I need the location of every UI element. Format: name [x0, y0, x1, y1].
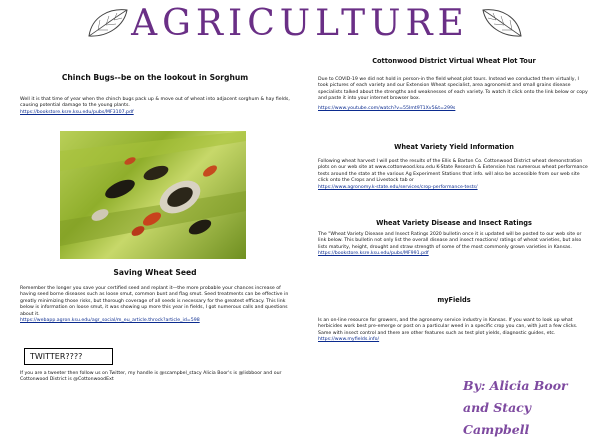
- wheat-plot-tour-link[interactable]: https://www.youtube.com/watch?v=55Imt9T1Xv5&t=299s: [318, 105, 456, 111]
- wheat-plot-tour-section: [318, 57, 590, 112]
- myfields-heading: myFields: [437, 296, 471, 304]
- disease-ratings-body: The "Wheat Variety Disease and Insect Ratings 2020 bulletin once it is updated will be posted to our web site or link below. This bulletin not only list the overall disease and insect reactions/ ratings of wheat varieties, but also lists maturity, height, drought and straw strength of some of the most commonly grown varieties in Kansas.: [318, 232, 582, 250]
- wheat-plot-tour-body: Due to COVID-19 we did not hold in person-in the field wheat plot tours. Instead we conducted them virtually, I took pictures of each variety and our Extension Wheat specialist, area agronomist and small grains disease specialists talked about the strengths and weaknesses of each variety. To watch it click onto the link below or copy and paste it into your internet browser box.: [318, 77, 588, 102]
- myfields-link[interactable]: https://www.myfields.info/: [318, 337, 380, 343]
- chinch-bugs-section: [20, 73, 290, 116]
- myfields-body: Is an on-line resource for growers, and the agronomy service industry in Kansas. If you want to look up what herbicides work best pre-emerge or post on a particular weed in a specific crop you can, with just a few clicks. Same with insect control and there are other features such as test plot yields, diagnostic guides, etc.: [318, 318, 578, 336]
- leaf-icon: [480, 6, 524, 40]
- twitter-body: If you are a tweeter then follow us on Twitter, my handle is @scampbel_stacy Alicia Boor's is @lisbboor and our Cottonwood District is @CottonwoodExt: [20, 371, 282, 383]
- saving-wheat-seed-section: [20, 268, 290, 324]
- saving-wheat-seed-body: Remember the longer you save your certified seed and replant it—the more probable your chances increase of having seed borne diseases such as loose smut, common bunt and flag smut. Seed treatments can be effective in greatly minimizing those risks, but thorough coverage of all seeds is necessary for the greatest efficacy. This link below is information on loose smut, it was showing up more this year in fields, I got numerous calls and questions about it.: [20, 286, 289, 317]
- chinch-bug-photo: [60, 131, 246, 259]
- byline-line-2: and Stacy Campbell: [463, 400, 532, 437]
- myfields-section: [318, 296, 590, 344]
- chinch-bugs-heading: Chinch Bugs--be on the lookout in Sorghum: [61, 73, 249, 82]
- twitter-box: TWITTER????: [24, 348, 113, 365]
- wheat-plot-tour-heading: Cottonwood District Virtual Wheat Plot Tour: [372, 57, 536, 65]
- wheat-yield-body: Following wheat harvest I will post the results of the Ellis & Barton Co. Cottonwood District wheat demonstration plots on our web site at www.cottonwood.ksu.edu K-State Research & Extension has numerous wheat performance tests around the state at the various Ag Experiment Stations that info. will also be accessible from our web site click onto the Crops and Livestock tab or: [318, 159, 588, 184]
- byline: [463, 375, 598, 441]
- wheat-yield-section: [318, 143, 590, 191]
- byline-line-1: By: Alicia Boor: [463, 378, 568, 393]
- twitter-section: [20, 371, 292, 384]
- chinch-bugs-body: Well it is that time of year when the chinch bugs pack up & move out of wheat into adjacent sorghum & hay fields, causing potential damage to the young plants.: [20, 97, 290, 109]
- chinch-bug-illustration: [60, 131, 246, 259]
- wheat-yield-heading: Wheat Variety Yield Information: [394, 143, 514, 151]
- page-title: AGRICULTURE: [131, 3, 469, 44]
- disease-ratings-link[interactable]: https://bookstore.ksre.ksu.edu/pubs/MF991.pdf: [318, 251, 429, 257]
- disease-ratings-heading: Wheat Variety Disease and Insect Ratings: [376, 219, 532, 227]
- saving-wheat-seed-heading: Saving Wheat Seed: [113, 268, 197, 277]
- disease-ratings-section: [318, 219, 590, 258]
- wheat-yield-link[interactable]: https://www.agronomy.k-state.edu/services/crop-performance-tests/: [318, 184, 478, 190]
- saving-wheat-seed-link[interactable]: https://webapp.agron.ksu.edu/agr_social/m_eu_article.throck?article_id=598: [20, 318, 200, 324]
- chinch-bugs-link[interactable]: https://bookstore.ksre.ksu.edu/pubs/MF3107.pdf: [20, 109, 134, 115]
